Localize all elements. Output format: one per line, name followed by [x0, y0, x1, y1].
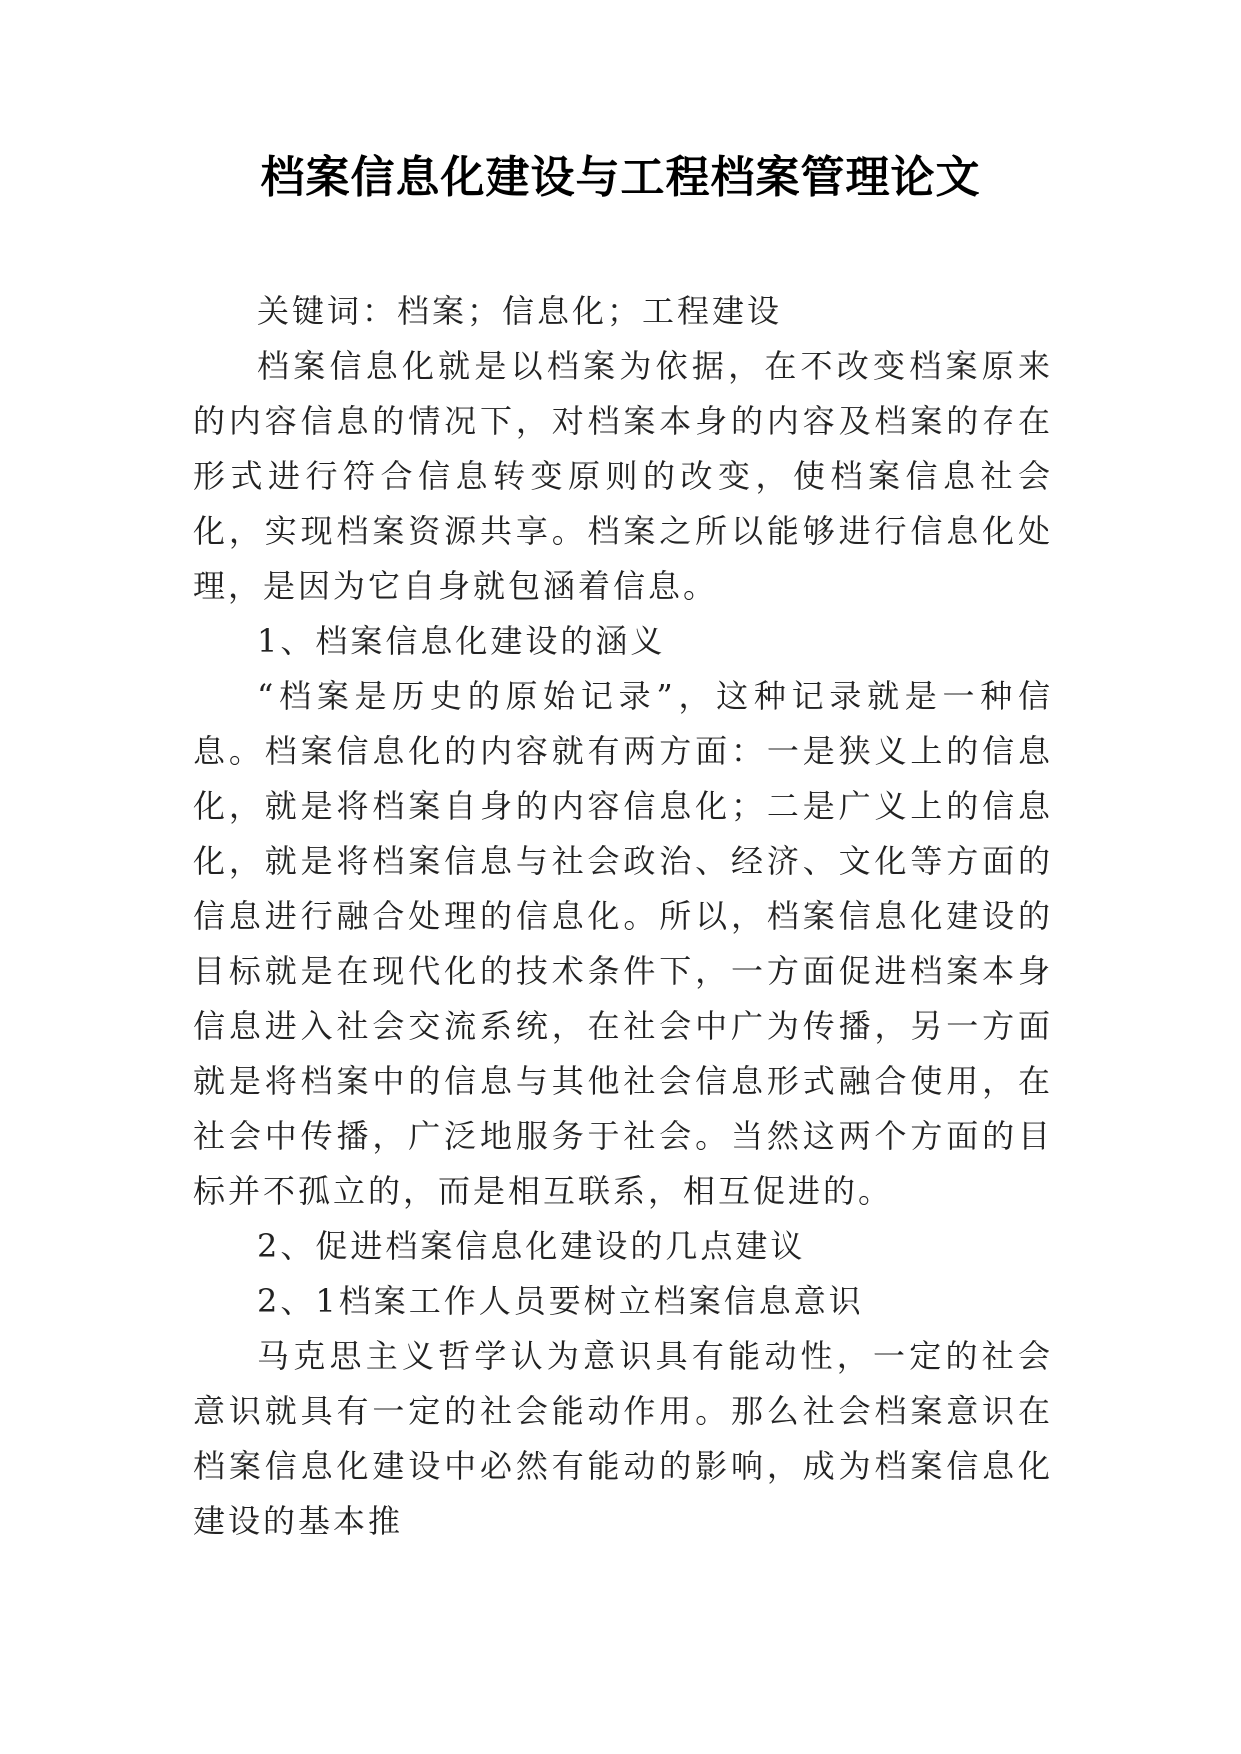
paragraph-section-2-1: 马克思主义哲学认为意识具有能动性，一定的社会意识就具有一定的社会能动作用。那么社会档案意识在档案信息化建设中必然有能动的影响，成为档案信息化建设的基本推	[193, 1337, 1053, 1540]
subsection-heading-2-1: 2、1档案工作人员要树立档案信息意识	[257, 1282, 864, 1320]
paragraph-intro: 档案信息化就是以档案为依据，在不改变档案原来的内容信息的情况下，对档案本身的内容及档案的存在形式进行符合信息转变原则的改变，使档案信息社会化，实现档案资源共享。档案之所以能够进行信息化处理，是因为它自身就包涵着信息。	[193, 347, 1053, 605]
document-body	[193, 284, 1053, 1549]
paragraph-section-1: “档案是历史的原始记录”，这种记录就是一种信息。档案信息化的内容就有两方面：一是狭义上的信息化，就是将档案自身的内容信息化；二是广义上的信息化，就是将档案信息与社会政治、经济、文化等方面的信息进行融合处理的信息化。所以，档案信息化建设的目标就是在现代化的技术条件下，一方面促进档案本身信息进入社会交流系统，在社会中广为传播，另一方面就是将档案中的信息与其他社会信息形式融合使用，在社会中传播，广泛地服务于社会。当然这两个方面的目标并不孤立的，而是相互联系，相互促进的。	[193, 677, 1053, 1210]
section-heading-1: 1、档案信息化建设的涵义	[257, 622, 666, 660]
document-title: 档案信息化建设与工程档案管理论文	[260, 152, 981, 203]
section-heading-2: 2、促进档案信息化建设的几点建议	[257, 1227, 806, 1265]
keywords-line: 关键词：档案；信息化；工程建设	[257, 292, 783, 330]
